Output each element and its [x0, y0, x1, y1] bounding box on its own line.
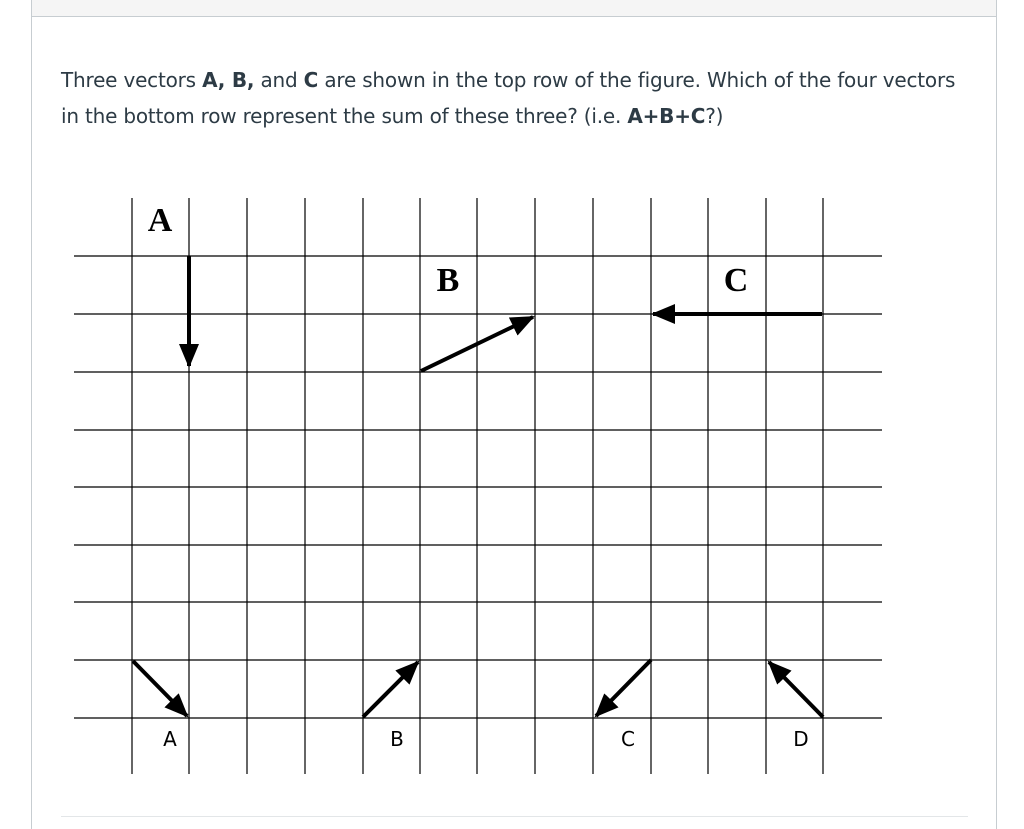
vector-figure	[60, 190, 900, 780]
question-intro: Three vectors	[61, 68, 203, 92]
answer-a-arrow	[133, 661, 187, 716]
question-vector-list: A, B,	[202, 68, 255, 92]
answer-b-arrow	[363, 662, 418, 717]
question-header	[32, 0, 996, 17]
vector-label-c: C	[723, 262, 749, 299]
question-text	[61, 62, 961, 134]
vector-label-b: B	[436, 262, 460, 299]
question-sum-expression: A+B+C	[627, 104, 706, 128]
answer-c-arrow	[596, 660, 651, 716]
answer-label-d: D	[793, 727, 809, 751]
answer-d-arrow	[769, 662, 823, 717]
vector-label-a: A	[147, 202, 173, 239]
answer-label-a: A	[163, 727, 177, 751]
question-middle: are shown in the top row of the figure. Which of the four vectors in the bottom row represent the sum of these three? (i.e.	[61, 68, 956, 128]
footer-divider	[61, 816, 968, 817]
grid-lines	[74, 198, 882, 774]
question-vector-c: C	[303, 68, 319, 92]
question-tail: ?)	[705, 104, 724, 128]
answer-label-b: B	[390, 727, 404, 751]
question-and: and	[254, 68, 304, 92]
answer-label-c: C	[621, 727, 635, 751]
